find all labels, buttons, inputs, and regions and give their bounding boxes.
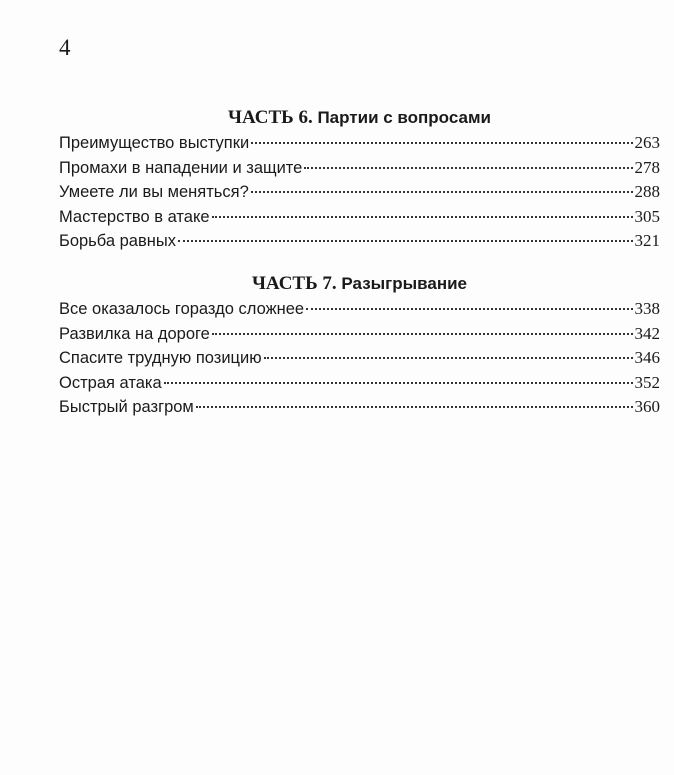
section-part-label: ЧАСТЬ 7.: [251, 273, 337, 294]
page-number: 4: [59, 35, 71, 60]
toc-entry-page: 305: [634, 206, 660, 226]
toc-entry-page: 263: [634, 133, 660, 152]
toc-entry[interactable]: [59, 180, 660, 205]
toc-entry-title: Борьба равных: [59, 232, 176, 250]
dot-leader: [212, 216, 633, 218]
toc-entry-title: Спасите трудную позицию: [59, 349, 262, 367]
dot-leader: [164, 382, 633, 384]
dot-leader: [251, 142, 632, 144]
toc-entry[interactable]: [59, 322, 660, 347]
dot-leader: [264, 357, 633, 359]
toc-section-part-7: [59, 271, 660, 420]
toc-section-part-6: [59, 105, 660, 254]
dot-leader: [196, 406, 633, 408]
toc-entry-title: Мастерство в атаке: [59, 207, 210, 226]
toc-entry[interactable]: [59, 395, 660, 420]
toc-entry-title: Развилка на дороге: [59, 324, 210, 343]
toc-entry[interactable]: [59, 229, 660, 254]
toc-entry[interactable]: [59, 131, 660, 156]
dot-leader: [304, 167, 632, 169]
toc-entry-title: Острая атака: [59, 373, 162, 392]
section-heading: [59, 271, 660, 297]
toc-entry-title: Быстрый разгром: [59, 398, 194, 416]
toc-entry-page: 288: [634, 182, 660, 201]
toc-entry-page: 346: [634, 348, 660, 367]
toc-entry-page: 342: [634, 323, 660, 343]
toc-entry[interactable]: [59, 346, 660, 371]
section-heading: [59, 105, 660, 131]
toc-entry-page: 352: [634, 372, 660, 392]
toc-entry[interactable]: [59, 205, 660, 230]
toc-entry-page: 360: [634, 397, 660, 416]
toc-entry[interactable]: [59, 371, 660, 396]
toc-entry-page: 278: [634, 157, 660, 177]
toc-entry-page: 338: [634, 299, 660, 318]
section-title: Партии с вопросами: [317, 108, 491, 127]
section-title: Разыгрывание: [341, 274, 468, 293]
dot-leader: [251, 191, 633, 193]
toc-entry[interactable]: [59, 297, 660, 322]
toc-entry-title: Умеете ли вы меняться?: [59, 183, 249, 201]
dot-leader: [306, 308, 632, 310]
dot-leader: [178, 240, 633, 242]
toc-entry-title: Промахи в нападении и защите: [59, 158, 303, 177]
dot-leader: [212, 333, 633, 335]
toc-entry[interactable]: [59, 156, 660, 181]
toc-entry-title: Преимущество выступки: [59, 134, 250, 152]
toc-entry-title: Все оказалось гораздо сложнее: [59, 300, 305, 318]
section-part-label: ЧАСТЬ 6.: [228, 107, 313, 128]
toc-entry-page: 321: [634, 231, 660, 250]
